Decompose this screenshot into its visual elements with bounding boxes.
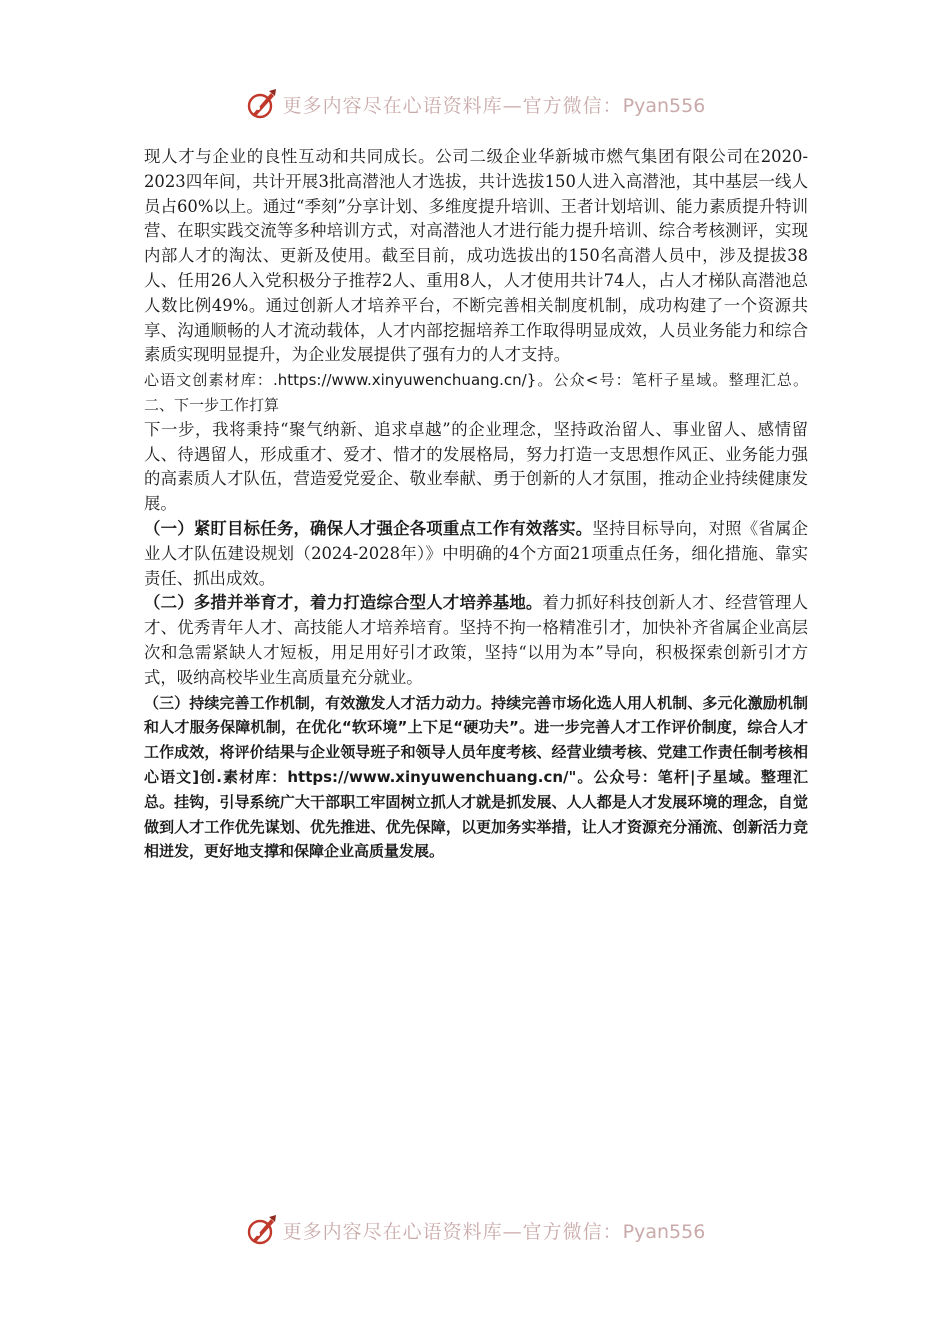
section-1-title: （一）紧盯目标任务，确保人才强企各项重点工作有效落实。 [144,518,593,538]
paragraph-next-steps: 下一步，我将秉持“聚气纳新、追求卓越”的企业理念，坚持政治留人、事业留人、感情留人、待遇留人，形成重才、爱才、惜才的发展格局，努力打造一支思想作风正、业务能力强的高素质人才队伍，营造爱党爱企、敬业奉献、勇于创新的人才氛围，推动企业持续健康发展。 [144,419,808,514]
paragraph-talent-pool: 现人才与企业的良性互动和共同成长。公司二级企业华新城市燃气集团有限公司在2020-2023四年间，共计开展3批高潜池人才选拔，共计选拔150人进入高潜池，其中基层一线人员占60%以上。通过“季刻”分享计划、多维度提升培训、王者计划培训、能力素质提升特训营、在职实践交流等多种培训方式，对高潜池人才进行能力提升培训、综合考核测评，实现内部人才的淘汰、更新及使用。截至目前，成功选拔出的150名高潜人员中，涉及提拔38人、任用26人入党积极分子推荐2人、重用8人，人才使用共计74人，占人才梯队高潜池总人数比例49%。通过创新人才培养平台，不断完善相关制度机制，成功构建了一个资源共享、沟通顺畅的人才流动载体，人才内部挖掘培养工作取得明显成效，人员业务能力和综合素质实现明显提升，为企业发展提供了强有力的人才支持。 [144,147,808,365]
paragraph-section-3: （三）持续完善工作机制，有效激发人才活力动力。持续完善市场化选人用人机制、多元化激励机制和人才服务保障机制，在优化“软环境”上下足“硬功夫”。进一步完善人才工作评价制度，综合人才工作成效，将评价结果与企业领导班子和领导人员年度考核、经营业绩考核、党建工作责任制考核相心语文]创.素材库：https://www.xinyuwenchuang.cn/"。公众号：笔杆|子星域。整理汇总。挂钩，引导系统广大干部职工牢固树立抓人才就是抓发展、人人都是人才发展环境的理念，自觉做到人才工作优先谋划、优先推进、优先保障，以更加务实举措，让人才资源充分涌流、创新活力竞相迸发，更好地支撑和保障企业高质量发展。 [144,693,808,861]
quill-logo-icon [245,1213,279,1247]
document-body [144,145,808,864]
header-banner [0,84,950,124]
section-2-text: 着力抓好科技创新人才、经营管理人才、优秀青年人才、高技能人才培养培育。坚持不拘一格精准引才，加快补齐省属企业高层次和急需紧缺人才短板，用足用好引才政策，坚持“以用为本”导向，积极探索创新引才方式，吸纳高校毕业生高质量充分就业。 [144,593,809,687]
watermark-text: 心语文创素材库：.https://www.xinyuwenchuang.cn/}。公众<号：笔杆子星域。整理汇总。 [144,371,808,390]
footer-banner [0,1210,950,1250]
section-1-text: 坚持目标导向，对照《省属企业人才队伍建设规划（2024-2028年）》中明确的4个方面21项重点任务，细化措施、靠实责任、抓出成效。 [144,518,808,588]
paragraph-section-2 [144,591,808,690]
banner-text: 更多内容尽在心语资料库—官方微信：Pyan556 [282,94,706,117]
section-2-title: （二）多措并举育才，着力打造综合型人才培养基地。 [144,593,543,613]
section-heading-next-steps: 二、下一步工作打算 [144,395,280,414]
quill-logo-icon [245,87,279,121]
paragraph-section-1 [144,517,808,591]
watermark-line [144,368,808,418]
banner-text: 更多内容尽在心语资料库—官方微信：Pyan556 [282,1220,706,1243]
